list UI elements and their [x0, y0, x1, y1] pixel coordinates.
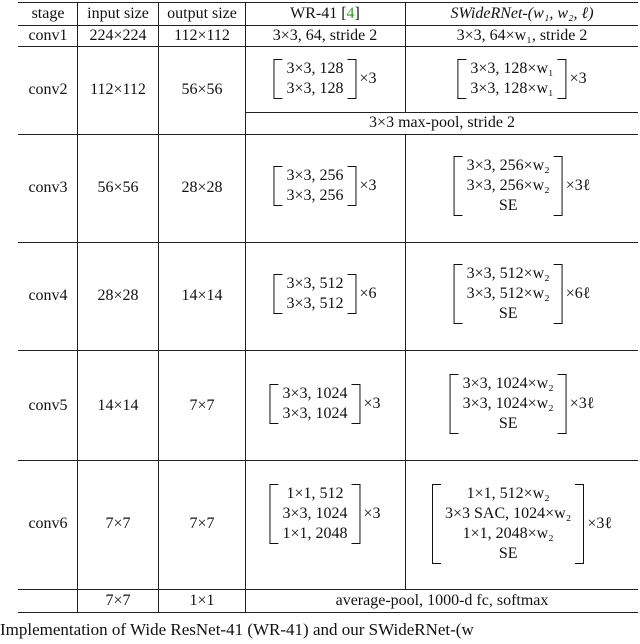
rule-col-output-a: [245, 2, 246, 134]
conv2-swidernet-mult: ×3: [569, 70, 587, 87]
bracket-right: [575, 484, 584, 564]
table-caption: Implementation of Wide ResNet-41 (WR-41) and our SWideRNet-(w: [0, 620, 474, 639]
conv2-stage: conv2: [28, 81, 68, 98]
rule-col-output-b: [245, 134, 246, 612]
citation-link[interactable]: 4: [346, 5, 355, 22]
conv2-output: 56×56: [181, 81, 223, 98]
rule-conv3: [18, 242, 638, 243]
bracket-left: [269, 484, 278, 544]
rule-col-stage: [77, 2, 78, 612]
conv2-wr41-line1: 3×3, 128: [286, 60, 344, 77]
conv3-swidernet-line2: 3×3, 256×w₂: [466, 177, 550, 194]
conv6-swidernet-line1: 1×1, 512×w₂: [466, 485, 550, 502]
conv2-pool: 3×3 max-pool, stride 2: [369, 114, 515, 131]
conv5-swidernet-line3: SE: [498, 415, 518, 432]
conv1-stage: conv1: [28, 27, 68, 44]
conv2-wr41-mult: ×3: [359, 70, 377, 87]
bracket-right: [352, 384, 361, 424]
header-output-size: output size: [167, 5, 237, 22]
bracket-left: [273, 59, 282, 99]
conv6-swidernet-mult: ×3ℓ: [587, 515, 612, 532]
header-wr41: [290, 4, 360, 24]
rule-top: [18, 2, 638, 3]
conv4-input: 28×28: [97, 287, 139, 304]
final-output: 1×1: [189, 592, 215, 609]
conv4-swidernet-line2: 3×3, 512×w₂: [466, 285, 550, 302]
bracket-right: [558, 374, 567, 434]
conv6-swidernet-line4: SE: [498, 545, 518, 562]
conv3-wr41-line2: 3×3, 256: [286, 187, 344, 204]
rule-col-wr41-b: [405, 134, 406, 589]
conv5-output: 7×7: [189, 397, 215, 414]
bracket-right: [558, 59, 567, 99]
conv3-output: 28×28: [181, 179, 223, 196]
conv1-output: 112×112: [174, 27, 230, 44]
conv1-input: 224×224: [89, 27, 147, 44]
rule-col-wr41-a: [405, 2, 406, 112]
conv3-wr41-mult: ×3: [359, 177, 377, 194]
bracket-right: [554, 156, 563, 216]
conv5-wr41-line1: 3×3, 1024: [282, 385, 348, 402]
conv5-swidernet-block: [450, 374, 595, 434]
conv4-wr41-mult: ×6: [359, 285, 377, 302]
conv3-swidernet-line3: SE: [498, 197, 518, 214]
header-wr41-close: ]: [354, 5, 360, 22]
bracket-left: [269, 384, 278, 424]
conv6-wr41-block: [269, 484, 380, 544]
rule-col-input: [158, 2, 159, 612]
rule-conv4: [18, 350, 638, 351]
header-input-size: input size: [87, 5, 149, 22]
conv2-swidernet-block: [457, 59, 586, 99]
conv3-stage: conv3: [28, 179, 68, 196]
conv4-wr41-line2: 3×3, 512: [286, 295, 344, 312]
conv6-input: 7×7: [105, 515, 131, 532]
bracket-right: [348, 59, 357, 99]
conv5-swidernet-mult: ×3ℓ: [569, 395, 595, 412]
conv6-output: 7×7: [189, 515, 215, 532]
conv5-stage: conv5: [28, 397, 68, 414]
rule-conv1: [18, 46, 638, 47]
rule-conv2: [18, 134, 638, 135]
conv4-swidernet-block: [454, 264, 591, 324]
bracket-left: [432, 484, 441, 564]
bracket-left: [450, 374, 459, 434]
conv3-swidernet-block: [454, 156, 591, 216]
conv2-input: 112×112: [90, 81, 146, 98]
bracket-right: [352, 484, 361, 544]
header-stage: stage: [31, 5, 65, 22]
final-layers: average-pool, 1000-d fc, softmax: [335, 592, 549, 609]
conv6-stage: conv6: [28, 515, 68, 532]
bracket-right: [348, 274, 357, 314]
conv4-wr41-block: [273, 274, 376, 314]
conv4-swidernet-line1: 3×3, 512×w₂: [466, 265, 550, 282]
conv4-stage: conv4: [28, 287, 68, 304]
conv2-swidernet-line2: 3×3, 128×w₁: [470, 80, 554, 97]
conv4-swidernet-mult: ×6ℓ: [565, 285, 591, 302]
bracket-left: [454, 264, 463, 324]
conv1-swidernet: 3×3, 64×w₁, stride 2: [456, 27, 588, 44]
final-input: 7×7: [105, 592, 131, 609]
header-swidernet: SWideRNet-(w₁, w₂, ℓ): [450, 5, 594, 22]
conv4-swidernet-line3: SE: [498, 305, 518, 322]
conv5-wr41-line2: 3×3, 1024: [282, 405, 348, 422]
conv4-wr41-line1: 3×3, 512: [286, 275, 344, 292]
conv2-swidernet-line1: 3×3, 128×w₁: [470, 60, 554, 77]
rule-conv5: [18, 460, 638, 461]
conv3-swidernet-mult: ×3ℓ: [565, 177, 591, 194]
bracket-left: [454, 156, 463, 216]
bracket-right: [348, 166, 357, 206]
conv3-swidernet-line1: 3×3, 256×w₂: [466, 157, 550, 174]
conv2-wr41-block: [273, 59, 376, 99]
conv4-output: 14×14: [181, 287, 223, 304]
conv6-wr41-mult: ×3: [363, 505, 381, 522]
conv1-wr41: 3×3, 64, stride 2: [272, 27, 378, 44]
conv5-swidernet-line2: 3×3, 1024×w₂: [462, 395, 554, 412]
conv3-wr41-line1: 3×3, 256: [286, 167, 344, 184]
conv2-wr41-line2: 3×3, 128: [286, 80, 344, 97]
conv5-swidernet-line1: 3×3, 1024×w₂: [462, 375, 554, 392]
rule-bottom: [18, 612, 638, 613]
conv6-wr41-line1: 1×1, 512: [286, 485, 344, 502]
conv3-input: 56×56: [97, 179, 139, 196]
conv6-wr41-line2: 3×3, 1024: [282, 505, 348, 522]
conv6-wr41-line3: 1×1, 2048: [282, 525, 348, 542]
bracket-left: [273, 166, 282, 206]
conv3-wr41-block: [273, 166, 376, 206]
conv5-input: 14×14: [97, 397, 139, 414]
bracket-right: [554, 264, 563, 324]
conv5-wr41-mult: ×3: [363, 395, 381, 412]
conv6-swidernet-line3: 1×1, 2048×w₂: [462, 525, 554, 542]
conv5-wr41-block: [269, 384, 380, 424]
rule-conv6: [18, 589, 638, 590]
bracket-left: [457, 59, 466, 99]
conv6-swidernet-block: [432, 484, 612, 564]
header-wr41-label: WR-41 [: [290, 5, 347, 22]
bracket-left: [273, 274, 282, 314]
conv6-swidernet-line2: 3×3 SAC, 1024×w₂: [445, 505, 572, 522]
